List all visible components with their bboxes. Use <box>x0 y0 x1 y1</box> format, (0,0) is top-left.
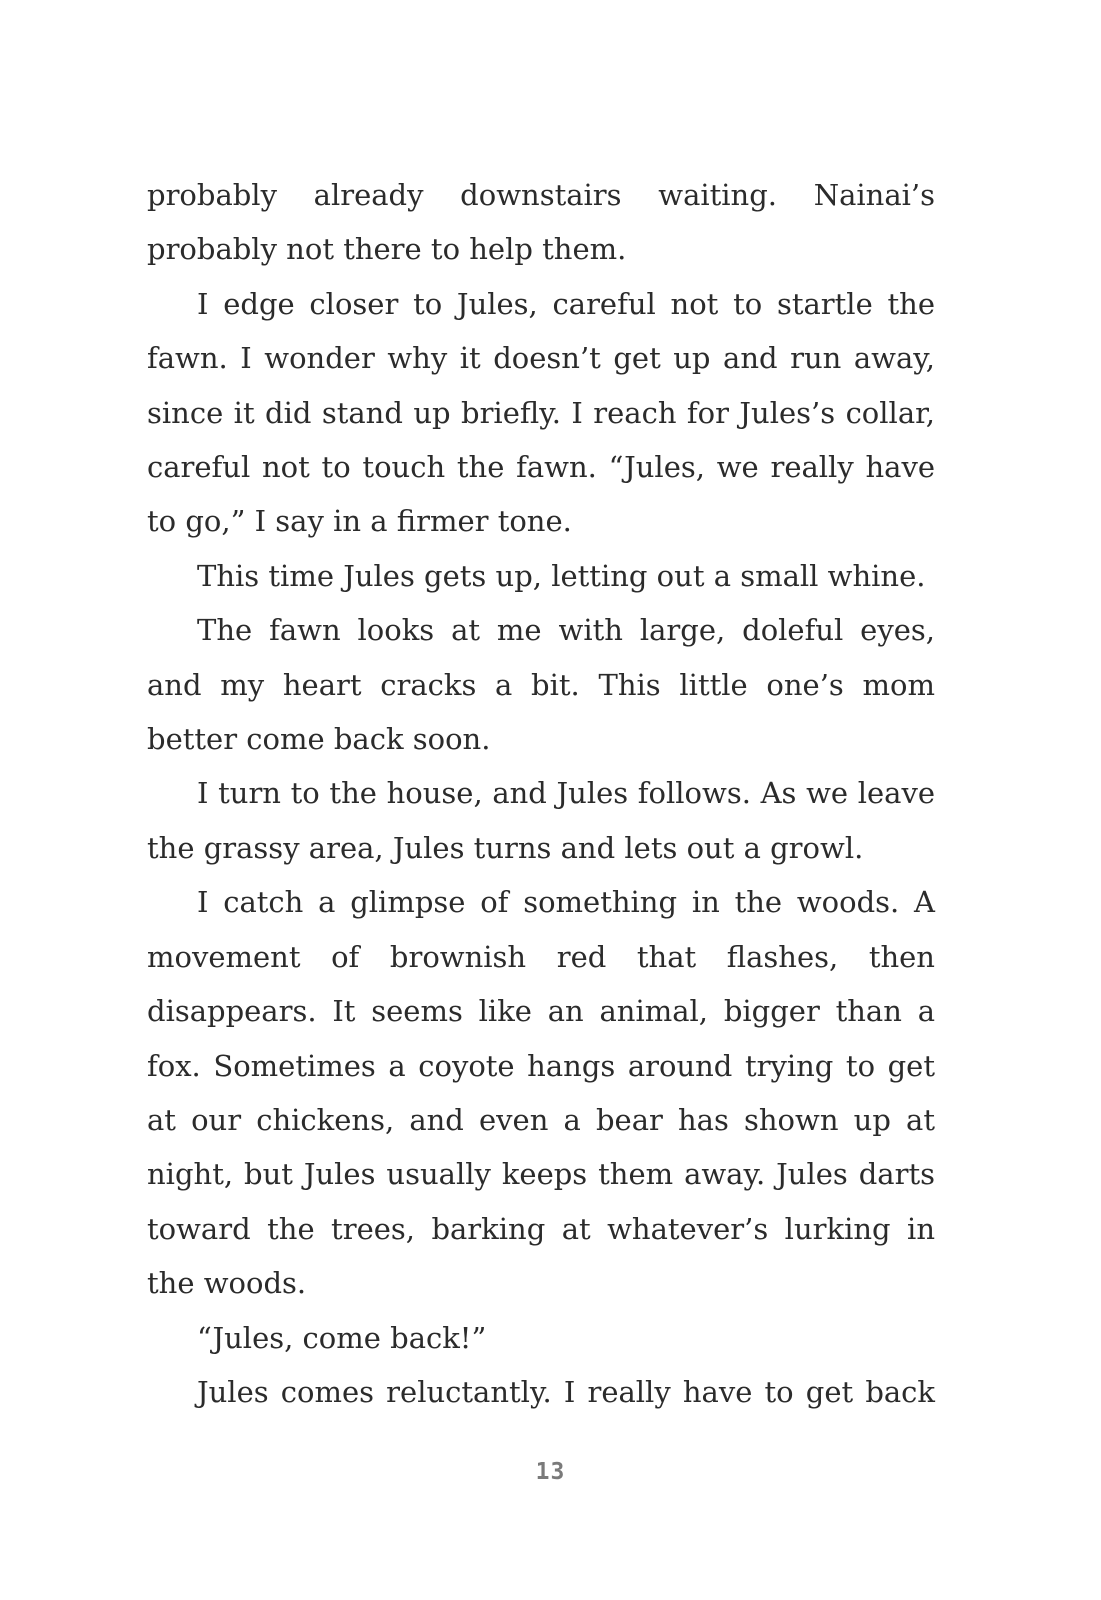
page-number: 13 <box>535 1459 566 1485</box>
paragraph: “Jules, come back!” <box>197 1320 487 1355</box>
paragraph-continued: probably already downstairs waiting. Nainai’s probably not there to help them. <box>147 178 935 267</box>
paragraph: This time Jules gets up, letting out a small whine. <box>197 558 926 593</box>
paragraph: I edge closer to Jules, careful not to startle the fawn. I wonder why it doesn’t get up and run away, since it did stand up briefly. I reach for Jules’s collar, careful not to touch the fawn. “Jules, we really have to go,” I say in a firmer tone. <box>147 286 935 539</box>
paragraph: The fawn looks at me with large, doleful eyes, and my heart cracks a bit. This little one’s mom better come back soon. <box>147 613 935 757</box>
paragraph: I catch a glimpse of something in the woods. A movement of brownish red that flashes, then disappears. It seems like an animal, bigger than a fox. Sometimes a coyote hangs around trying to get at our chickens, and even a bear has shown up at night, but Jules usually keeps them away. Jules darts toward the trees, barking at whatever’s lurking in the woods. <box>147 885 935 1301</box>
paragraph-continues: Jules comes reluctantly. I really have to get back <box>197 1374 935 1409</box>
body-text <box>147 168 935 1419</box>
paragraph: I turn to the house, and Jules follows. As we leave the grassy area, Jules turns and lets out a growl. <box>147 776 935 865</box>
